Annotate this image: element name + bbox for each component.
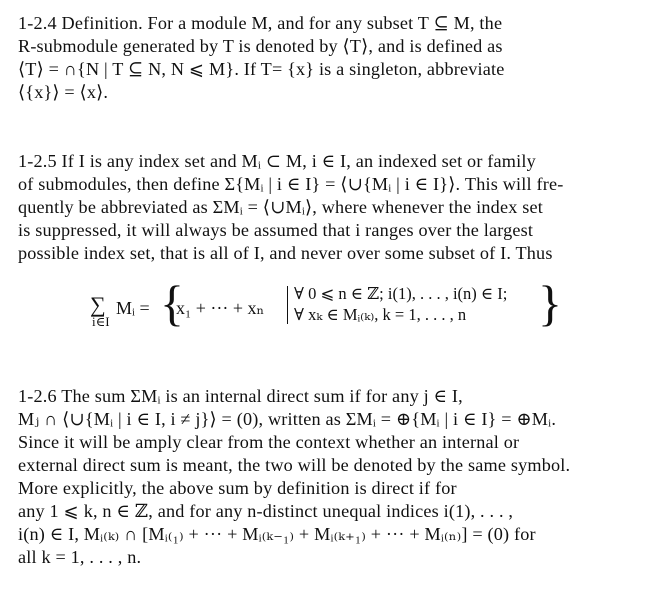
section-1-2-4-line-2: R-submodule generated by T is denoted by ⟨T⟩, and is defined as [18,36,503,56]
section-1-2-6-line-6: any 1 ⩽ k, n ∈ ℤ, and for any n-distinct unequal indices i(1), . . . , [18,501,514,521]
section-1-2-6-line-4: external direct sum is meant, the two will be denoted by the same symbol. [18,455,571,475]
section-1-2-5-line-4: is suppressed, it will always be assumed that i ranges over the largest [18,220,534,240]
section-1-2-6-line-5: More explicitly, the above sum by definition is direct if for [18,478,457,498]
summation-terms: x₁ + ··· + xₙ [176,298,265,318]
summation-display [90,275,570,340]
section-1-2-6-line-3: Since it will be amply clear from the context whether an internal or [18,432,520,452]
section-1-2-4-line-1: 1-2.4 Definition. For a module M, and for any subset T ⊆ M, the [18,13,503,33]
section-1-2-6-line-2: Mⱼ ∩ ⟨∪{Mᵢ | i ∈ I, i ≠ j}⟩ = (0), written as ΣMᵢ = ⊕{Mᵢ | i ∈ I} = ⊕Mᵢ. [18,409,557,429]
left-brace: { [160,275,184,331]
summation-index: i∈I [92,314,110,329]
section-1-2-5-line-1: 1-2.5 If I is any index set and Mᵢ ⊂ M, i ∈ I, an indexed set or family [18,151,536,171]
condition-line-1: ∀ 0 ⩽ n ∈ ℤ; i(1), . . . , i(n) ∈ I; [294,284,508,303]
right-brace: } [538,275,562,331]
section-1-2-6-line-7: i(n) ∈ I, Mᵢ₍ₖ₎ ∩ [Mᵢ₍₁₎ + ··· + Mᵢ₍ₖ₋₁₎ + Mᵢ₍ₖ₊₁₎ + ··· + Mᵢ₍ₙ₎] = (0) for [18,524,536,544]
section-1-2-4-line-3: ⟨T⟩ = ∩{N | T ⊆ N, N ⩽ M}. If T= {x} is a singleton, abbreviate [18,59,505,79]
section-1-2-6-line-8: all k = 1, . . . , n. [18,547,142,567]
section-1-2-5-line-3: quently be abbreviated as ΣMᵢ = ⟨∪Mᵢ⟩, where whenever the index set [18,197,543,217]
section-1-2-5-line-5: possible index set, that is all of I, and never over some subset of I. Thus [18,243,553,263]
section-1-2-6-line-1: 1-2.6 The sum ΣMᵢ is an internal direct sum if for any j ∈ I, [18,386,463,406]
summation-symbol: ∑ [90,292,106,317]
section-1-2-4-line-4: ⟨{x}⟩ = ⟨x⟩. [18,82,109,102]
condition-separator [287,286,288,324]
section-1-2-5-line-2: of submodules, then define Σ{Mᵢ | i ∈ I} = ⟨∪{Mᵢ | i ∈ I}⟩. This will fre- [18,174,564,194]
summation-body: Mᵢ = [116,298,150,318]
condition-line-2: ∀ xₖ ∈ Mᵢ₍ₖ₎, k = 1, . . . , n [294,305,467,324]
